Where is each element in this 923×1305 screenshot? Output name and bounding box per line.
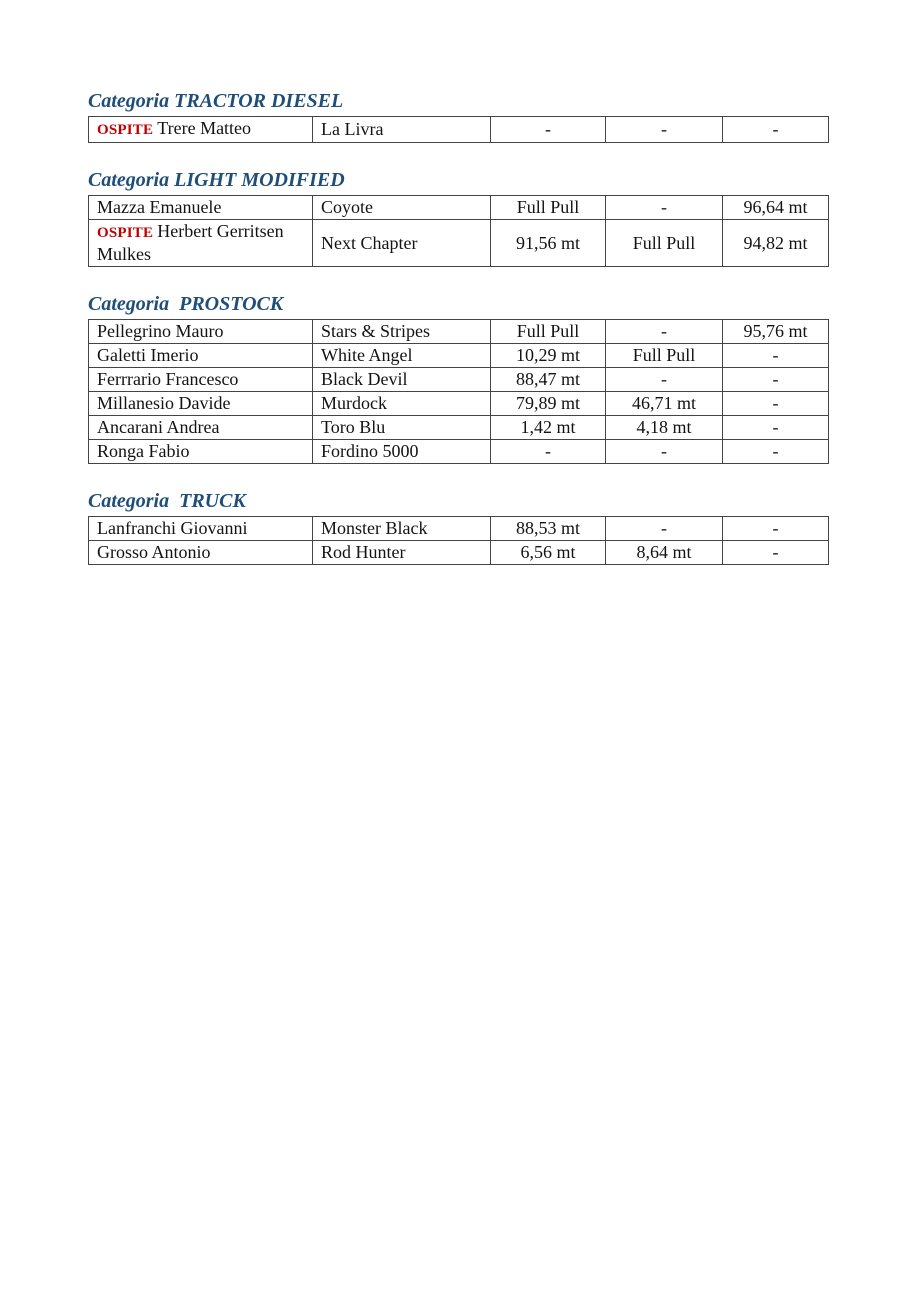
table-row <box>89 320 829 344</box>
ospite-badge: OSPITE <box>97 122 154 138</box>
pilot-name: Ferrrario Francesco <box>97 369 239 389</box>
attempt-2-cell: Full Pull <box>606 220 723 267</box>
attempt-3-cell: - <box>723 117 829 143</box>
attempt-2-cell: 4,18 mt <box>606 416 723 440</box>
category-heading: Categoria TRUCK <box>88 490 246 512</box>
pilot-name: Galetti Imerio <box>97 345 199 365</box>
pilot-cell <box>89 344 313 368</box>
attempt-2-cell: - <box>606 440 723 464</box>
pilot-cell <box>89 416 313 440</box>
attempt-1-cell: 88,47 mt <box>491 368 606 392</box>
table-row <box>89 517 829 541</box>
attempt-1-cell: 6,56 mt <box>491 541 606 565</box>
category-heading: Categoria PROSTOCK <box>88 293 284 315</box>
table-row <box>89 196 829 220</box>
pilot-cell <box>89 196 313 220</box>
pilot-name: Millanesio Davide <box>97 393 231 413</box>
vehicle-cell: Fordino 5000 <box>313 440 491 464</box>
vehicle-cell: Toro Blu <box>313 416 491 440</box>
vehicle-cell: Murdock <box>313 392 491 416</box>
results-content <box>88 91 828 565</box>
table-row <box>89 117 829 143</box>
attempt-1-cell: - <box>491 117 606 143</box>
attempt-2-cell: - <box>606 517 723 541</box>
vehicle-cell: Next Chapter <box>313 220 491 267</box>
pilot-cell <box>89 320 313 344</box>
attempt-1-cell: 88,53 mt <box>491 517 606 541</box>
pilot-cell <box>89 117 313 143</box>
pilot-name: Ancarani Andrea <box>97 417 220 437</box>
vehicle-cell: Black Devil <box>313 368 491 392</box>
attempt-1-cell: 79,89 mt <box>491 392 606 416</box>
pilot-name: Ronga Fabio <box>97 441 190 461</box>
category-section <box>88 91 828 143</box>
results-table <box>88 116 829 143</box>
attempt-1-cell: Full Pull <box>491 320 606 344</box>
vehicle-cell: Coyote <box>313 196 491 220</box>
pilot-cell <box>89 220 313 267</box>
attempt-1-cell: - <box>491 440 606 464</box>
attempt-3-cell: - <box>723 392 829 416</box>
category-section <box>88 294 828 464</box>
attempt-2-cell: - <box>606 368 723 392</box>
vehicle-cell: White Angel <box>313 344 491 368</box>
table-row <box>89 220 829 267</box>
pilot-cell <box>89 541 313 565</box>
vehicle-cell: Monster Black <box>313 517 491 541</box>
attempt-3-cell: 96,64 mt <box>723 196 829 220</box>
attempt-2-cell: - <box>606 320 723 344</box>
table-row <box>89 392 829 416</box>
table-row <box>89 440 829 464</box>
attempt-3-cell: - <box>723 344 829 368</box>
attempt-3-cell: - <box>723 416 829 440</box>
table-row <box>89 344 829 368</box>
pilot-cell <box>89 368 313 392</box>
pilot-name: Lanfranchi Giovanni <box>97 518 248 538</box>
results-table <box>88 195 829 267</box>
category-heading: Categoria LIGHT MODIFIED <box>88 169 345 191</box>
attempt-1-cell: 1,42 mt <box>491 416 606 440</box>
pilot-name: Grosso Antonio <box>97 542 211 562</box>
attempt-3-cell: - <box>723 440 829 464</box>
pilot-name: Trere Matteo <box>157 118 252 138</box>
attempt-3-cell: 95,76 mt <box>723 320 829 344</box>
attempt-3-cell: - <box>723 368 829 392</box>
vehicle-cell: Stars & Stripes <box>313 320 491 344</box>
category-section <box>88 491 828 565</box>
category-section <box>88 170 828 267</box>
table-row <box>89 541 829 565</box>
attempt-2-cell: 8,64 mt <box>606 541 723 565</box>
attempt-3-cell: - <box>723 541 829 565</box>
table-row <box>89 416 829 440</box>
pilot-name: Mazza Emanuele <box>97 197 222 217</box>
attempt-2-cell: 46,71 mt <box>606 392 723 416</box>
attempt-1-cell: 10,29 mt <box>491 344 606 368</box>
pilot-cell <box>89 517 313 541</box>
pilot-cell <box>89 440 313 464</box>
attempt-1-cell: 91,56 mt <box>491 220 606 267</box>
attempt-1-cell: Full Pull <box>491 196 606 220</box>
results-table <box>88 516 829 565</box>
vehicle-cell: La Livra <box>313 117 491 143</box>
table-row <box>89 368 829 392</box>
attempt-2-cell: - <box>606 117 723 143</box>
category-heading: Categoria TRACTOR DIESEL <box>88 90 344 112</box>
attempt-3-cell: - <box>723 517 829 541</box>
ospite-badge: OSPITE <box>97 225 154 241</box>
pilot-cell <box>89 392 313 416</box>
attempt-3-cell: 94,82 mt <box>723 220 829 267</box>
vehicle-cell: Rod Hunter <box>313 541 491 565</box>
pilot-name: Herbert Gerritsen Mulkes <box>97 221 284 264</box>
attempt-2-cell: Full Pull <box>606 344 723 368</box>
pilot-name: Pellegrino Mauro <box>97 321 224 341</box>
results-table <box>88 319 829 464</box>
attempt-2-cell: - <box>606 196 723 220</box>
